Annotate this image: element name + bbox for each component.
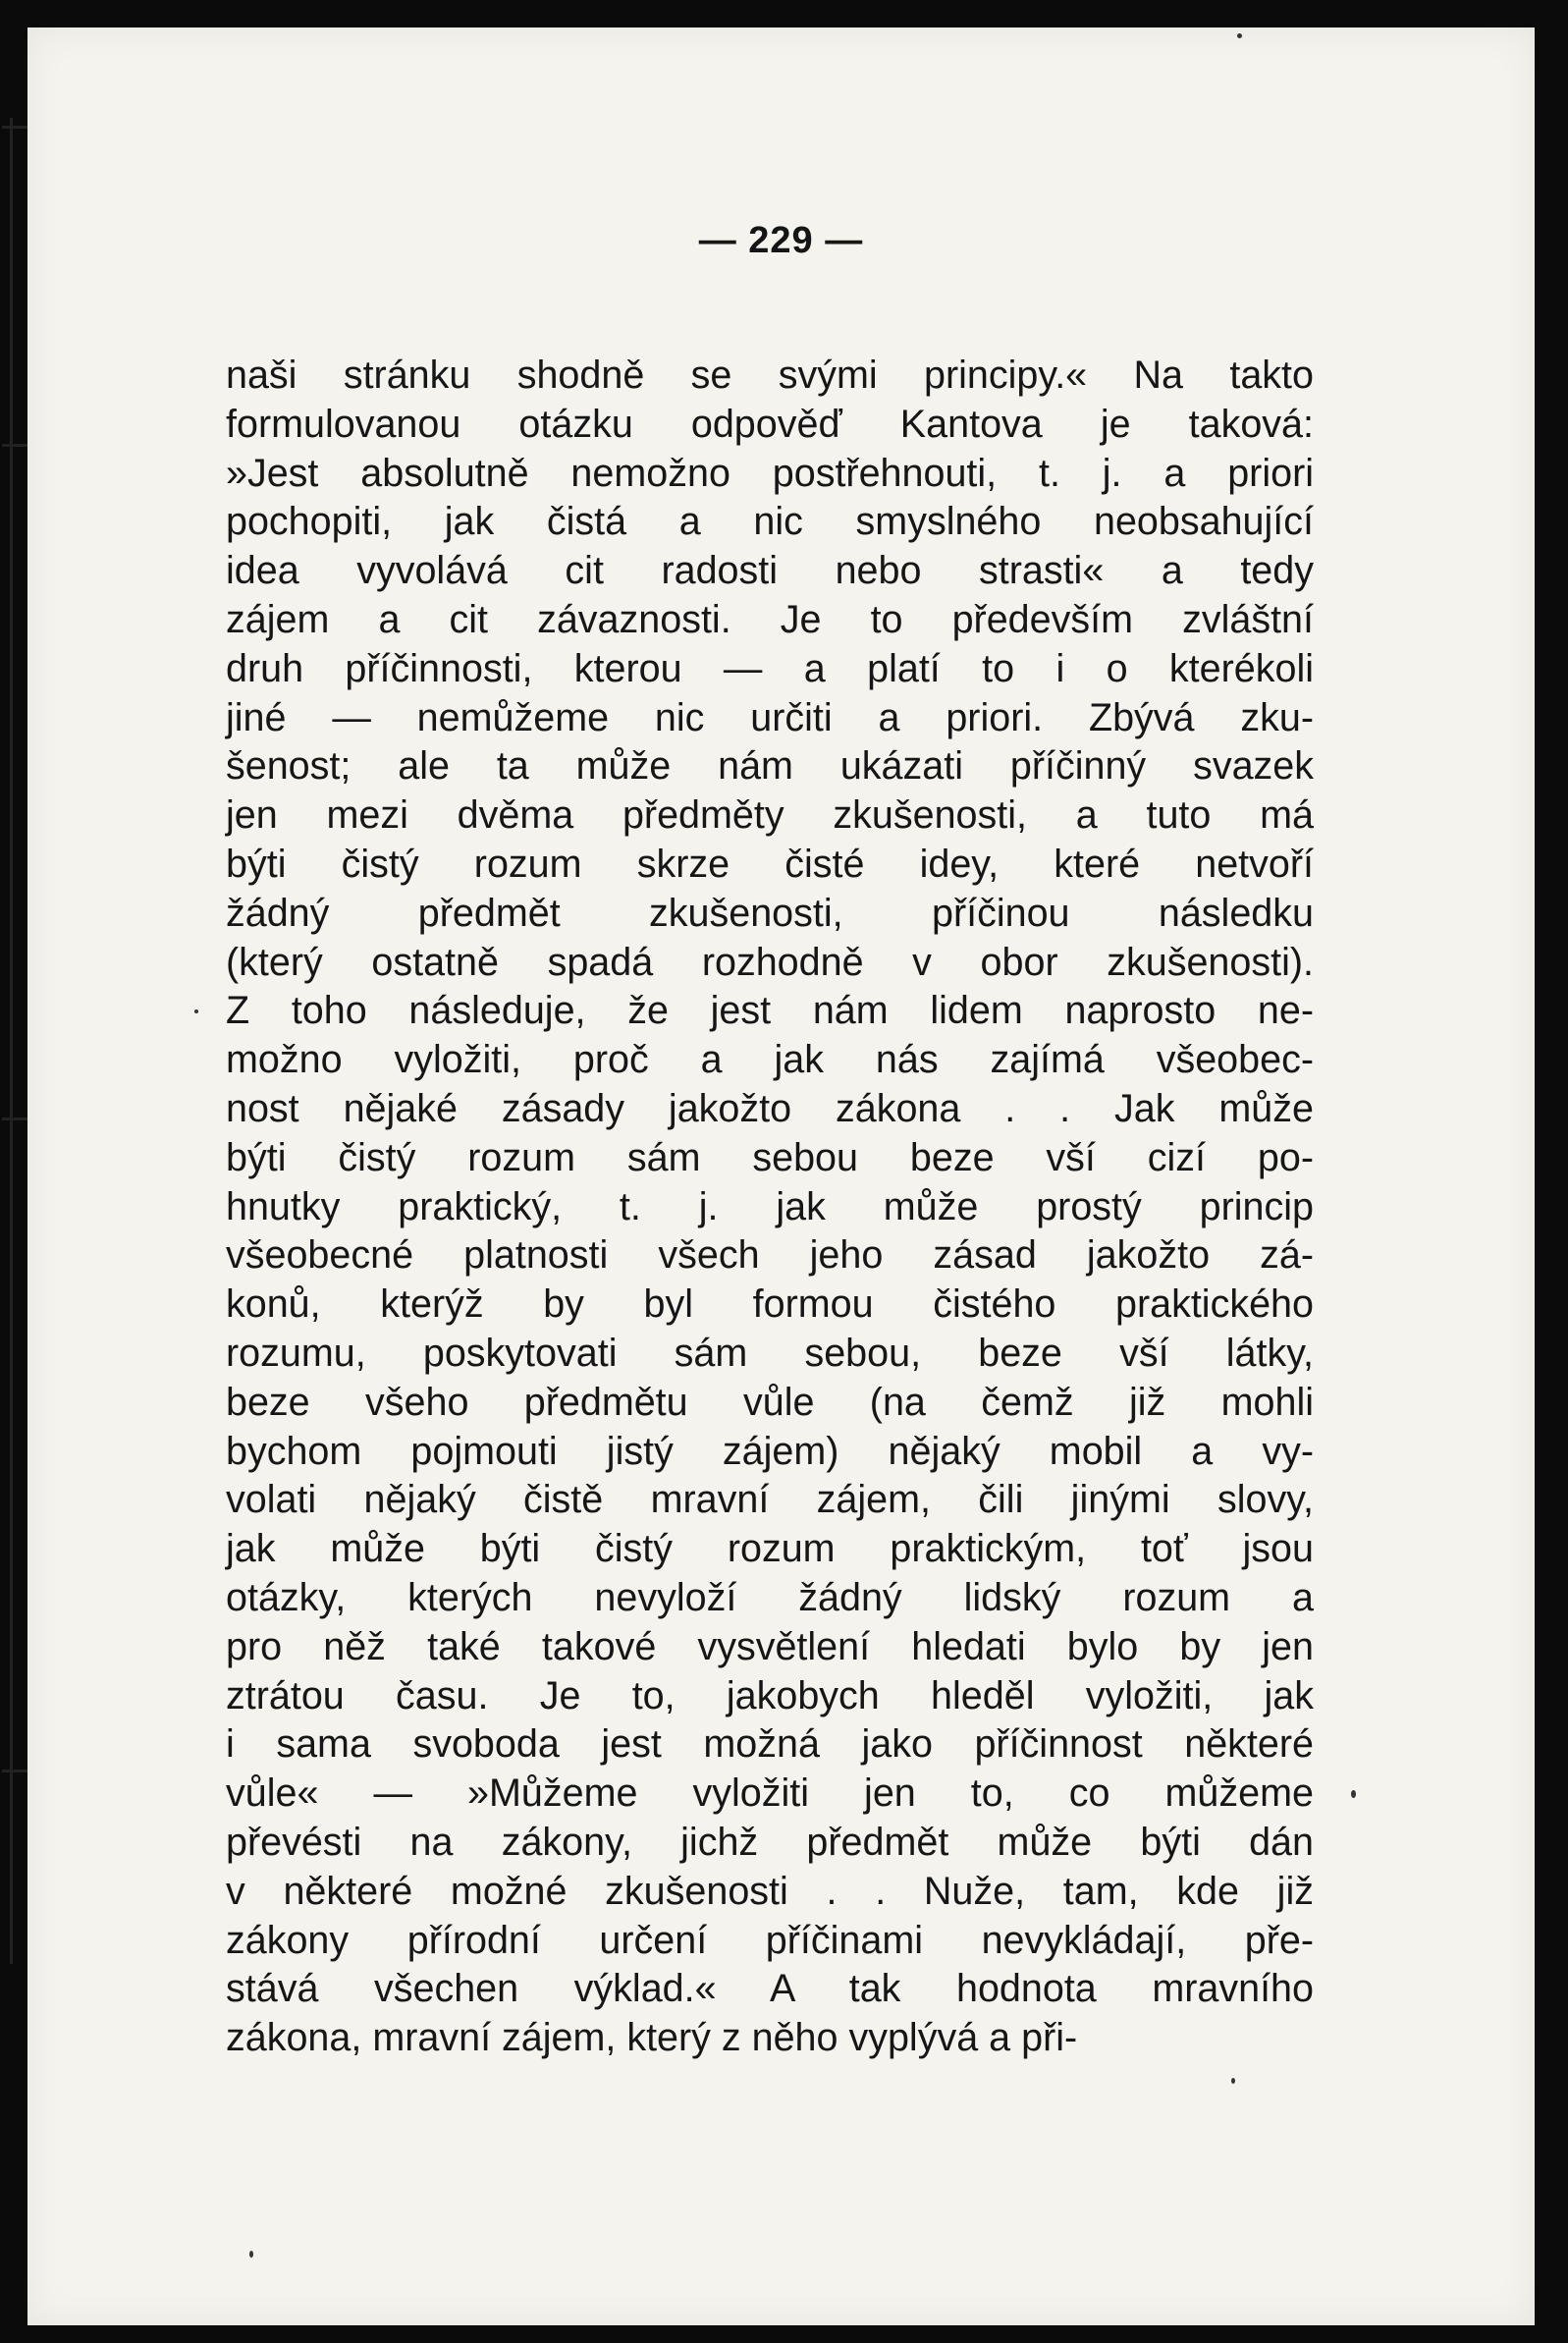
text-line: i sama svoboda jest možná jako příčinnost některé (226, 1722, 1314, 1767)
text-line: bychom pojmouti jistý zájem) nějaký mobil a vy- (226, 1429, 1314, 1473)
text-line: šenost; ale ta může nám ukázati příčinný svazek (226, 744, 1314, 789)
text-line: zákony přírodní určení příčinami nevykládají, pře- (226, 1918, 1314, 1962)
text-line: jiné — nemůžeme nic určiti a priori. Zbývá zku- (226, 695, 1314, 739)
page-number: — 229 — (698, 220, 864, 261)
text-line: »Jest absolutně nemožno postřehnouti, t. j. a priori (226, 451, 1314, 495)
print-speck (249, 2251, 253, 2258)
print-speck (1351, 1790, 1356, 1798)
text-line: formulovanou otázku odpověď Kantova je taková: (226, 402, 1314, 446)
body-text (226, 352, 1314, 2063)
text-line: nost nějaké zásady jakožto zákona . . Jak může (226, 1086, 1314, 1130)
text-line: otázky, kterých nevyloží žádný lidský rozum a (226, 1575, 1314, 1619)
book-page (27, 27, 1535, 2325)
text-line: (který ostatně spadá rozhodně v obor zkušenosti). (226, 940, 1314, 984)
print-speck (1231, 2078, 1235, 2084)
text-line: možno vyložiti, proč a jak nás zajímá všeobec- (226, 1038, 1314, 1082)
text-line: rozumu, poskytovati sám sebou, beze vší látky, (226, 1331, 1314, 1375)
text-line: stává všechen výklad.« A tak hodnota mravního (226, 1967, 1314, 2011)
text-line: naši stránku shodně se svými principy.« Na takto (226, 354, 1314, 397)
text-line: převésti na zákony, jichž předmět může býti dán (226, 1820, 1314, 1864)
text-line: Z toho následuje, že jest nám lidem naprosto ne- (226, 989, 1314, 1033)
text-line: hnutky praktický, t. j. jak může prostý princip (226, 1184, 1314, 1228)
text-line: vůle« — »Můžeme vyložiti jen to, co můžeme (226, 1771, 1314, 1816)
text-line: v některé možné zkušenosti . . Nuže, tam, kde již (226, 1869, 1314, 1913)
text-line: ztrátou času. Je to, jakobych hleděl vyložiti, jak (226, 1673, 1314, 1717)
text-line: zájem a cit závaznosti. Je to především zvláštní (226, 597, 1314, 641)
text-line: pochopiti, jak čistá a nic smyslného neobsahující (226, 500, 1314, 544)
text-line: jen mezi dvěma předměty zkušenosti, a tuto má (226, 793, 1314, 838)
text-line: všeobecné platnosti všech jeho zásad jakožto zá- (226, 1233, 1314, 1278)
text-line: pro něž také takové vysvětlení hledati bylo by jen (226, 1624, 1314, 1668)
text-line: beze všeho předmětu vůle (na čemž již mohli (226, 1380, 1314, 1424)
binding-edge (10, 118, 13, 1964)
text-line: konů, kterýž by byl formou čistého praktického (226, 1282, 1314, 1327)
text-line: druh příčinnosti, kterou — a platí to i o kterékoli (226, 646, 1314, 690)
print-speck (194, 1009, 198, 1013)
text-line: zákona, mravní zájem, který z něho vyplývá a při- (226, 2016, 1078, 2060)
print-speck (1237, 33, 1242, 38)
text-line: býti čistý rozum skrze čisté idey, které netvoří (226, 842, 1314, 886)
text-line: žádný předmět zkušenosti, příčinou následku (226, 891, 1314, 935)
text-line: volati nějaký čistě mravní zájem, čili jinými slovy, (226, 1478, 1314, 1522)
text-line: jak může býti čistý rozum praktickým, toť jsou (226, 1527, 1314, 1571)
text-line: idea vyvolává cit radosti nebo strasti« a tedy (226, 549, 1314, 593)
text-line: býti čistý rozum sám sebou beze vší cizí po- (226, 1135, 1314, 1179)
